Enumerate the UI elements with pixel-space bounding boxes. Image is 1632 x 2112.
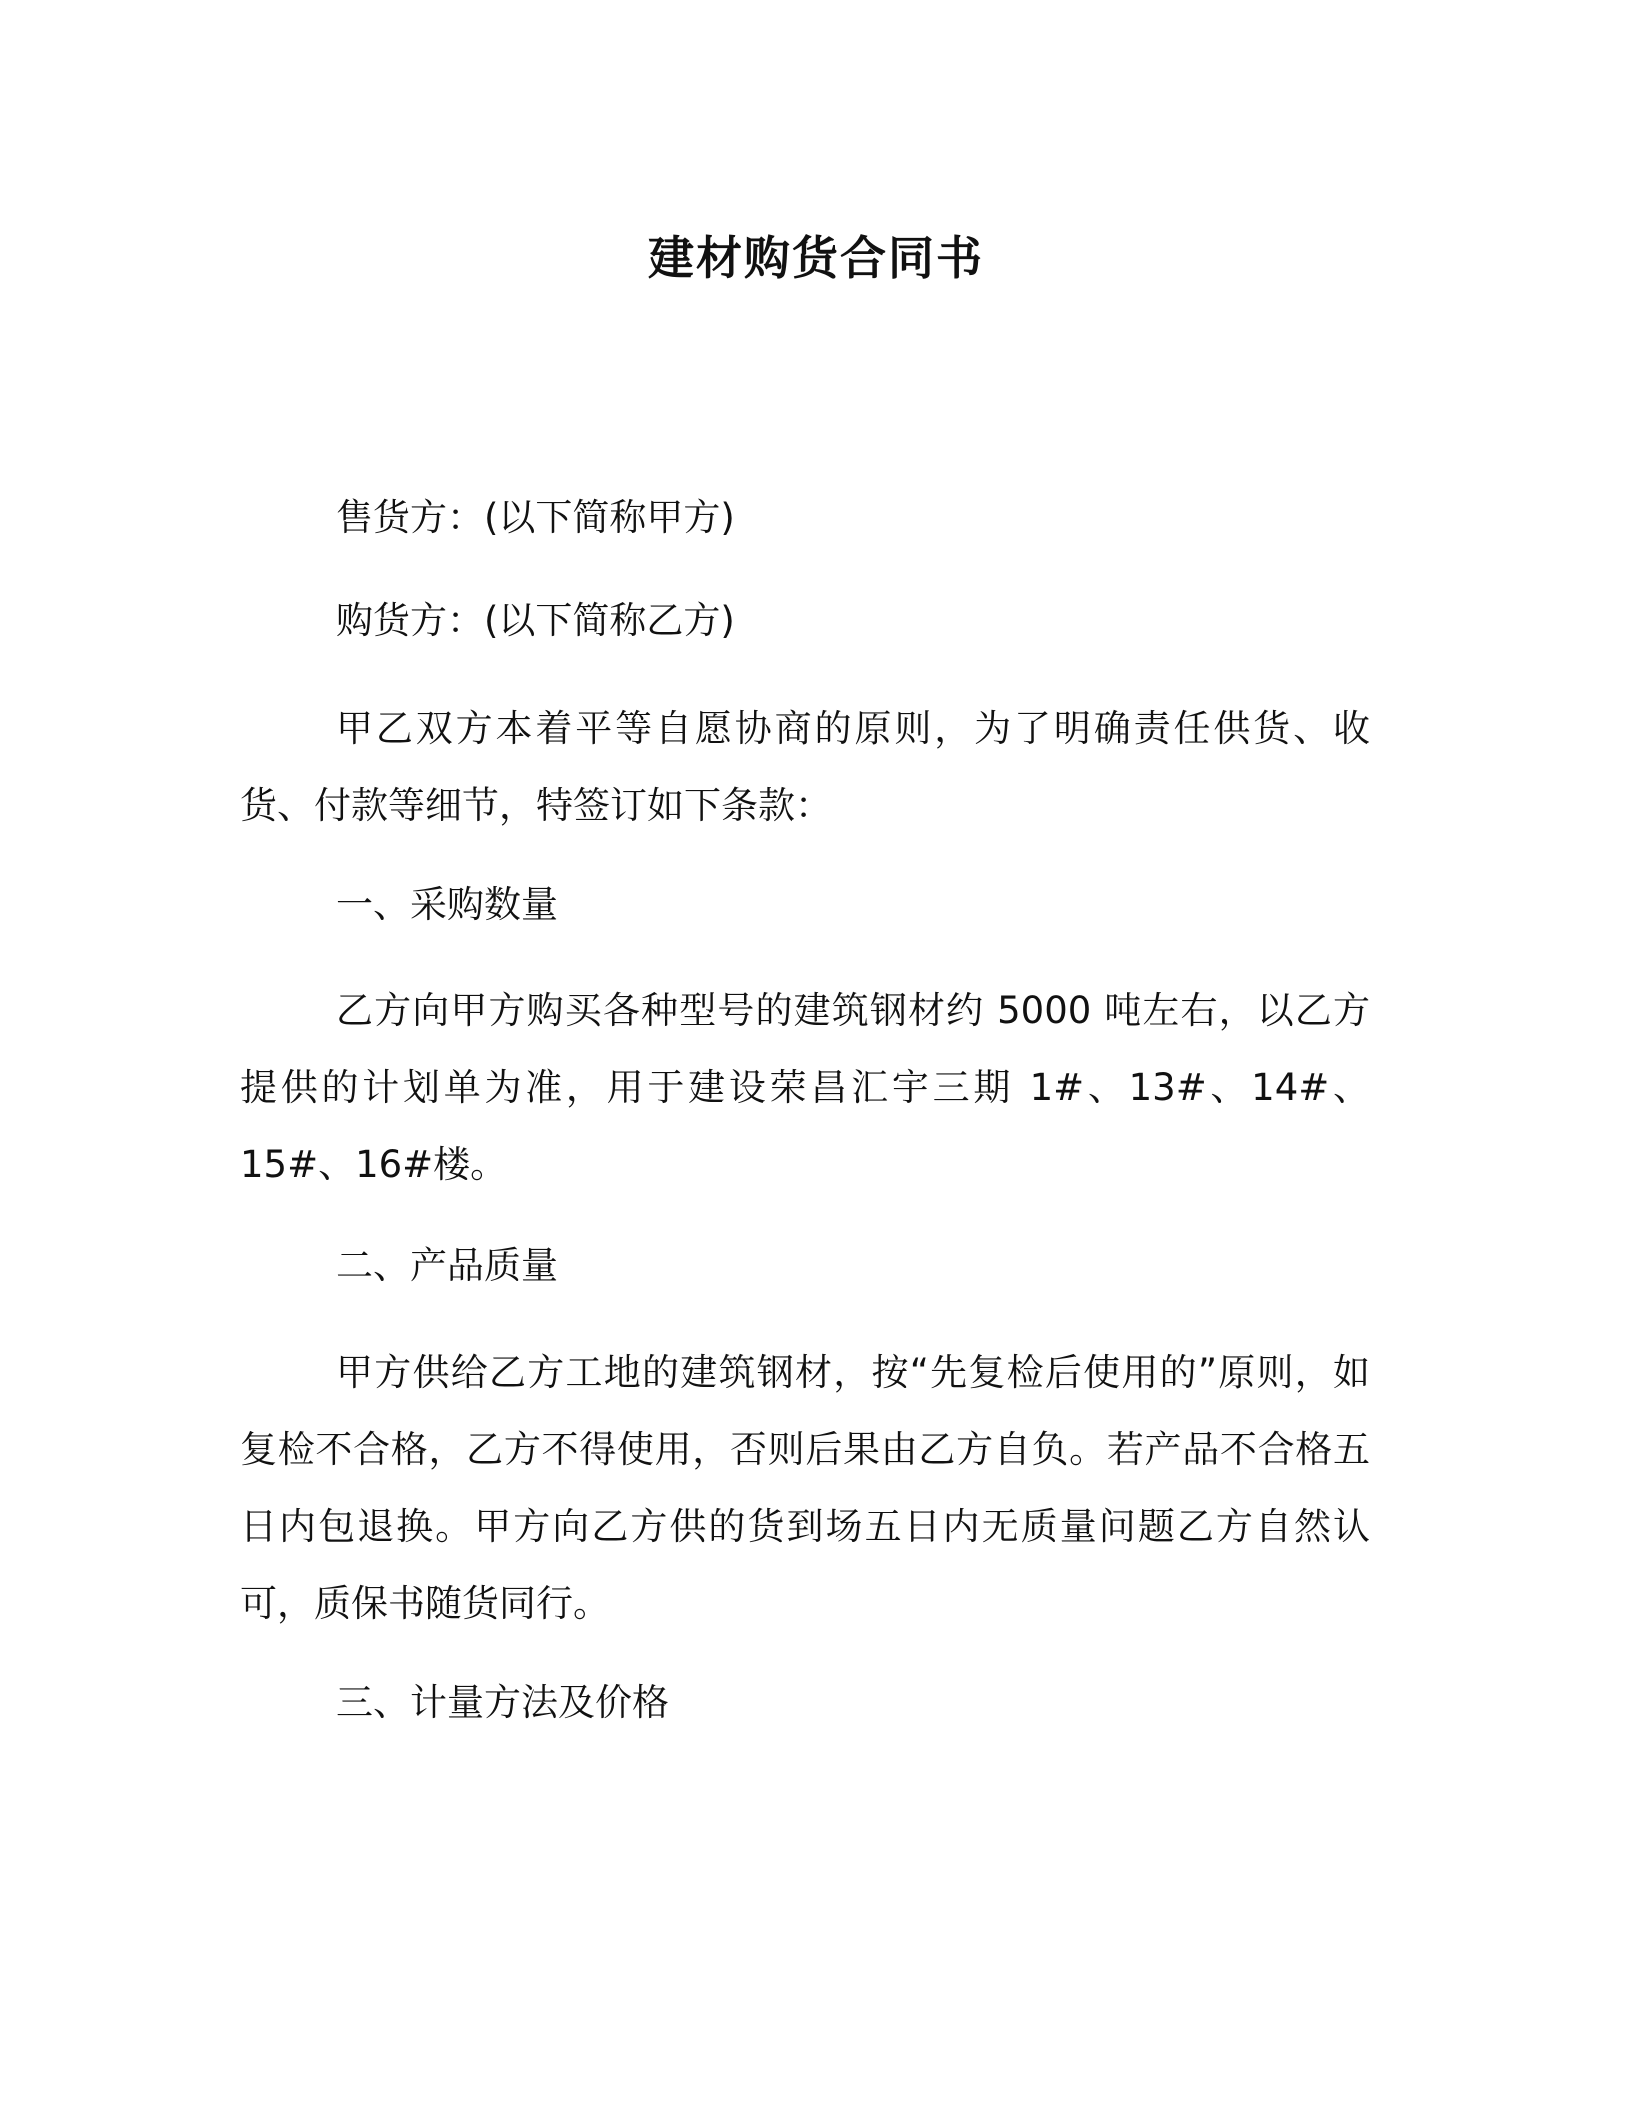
intro-paragraph: 甲乙双方本着平等自愿协商的原则，为了明确责任供货、收货、付款等细节，特签订如下条款： — [240, 707, 1370, 827]
section3-heading: 三、计量方法及价格 — [336, 1681, 669, 1724]
section1-body: 乙方向甲方购买各种型号的建筑钢材约 5000 吨左右，以乙方提供的计划单为准，用于建设荣昌汇宇三期 1#、13#、14#、15#、16#楼。 — [240, 989, 1370, 1186]
section1-heading: 一、采购数量 — [336, 883, 558, 926]
section2-heading: 二、产品质量 — [336, 1244, 558, 1287]
buyer-line: 购货方：(以下简称乙方) — [336, 599, 735, 642]
seller-line: 售货方：(以下简称甲方) — [336, 496, 735, 539]
document-title: 建材购货合同书 — [648, 231, 984, 285]
section2-body: 甲方供给乙方工地的建筑钢材，按“先复检后使用的”原则，如复检不合格，乙方不得使用，否则后果由乙方自负。若产品不合格五日内包退换。甲方向乙方供的货到场五日内无质量问题乙方自然认可，质保书随货同行。 — [240, 1351, 1370, 1625]
